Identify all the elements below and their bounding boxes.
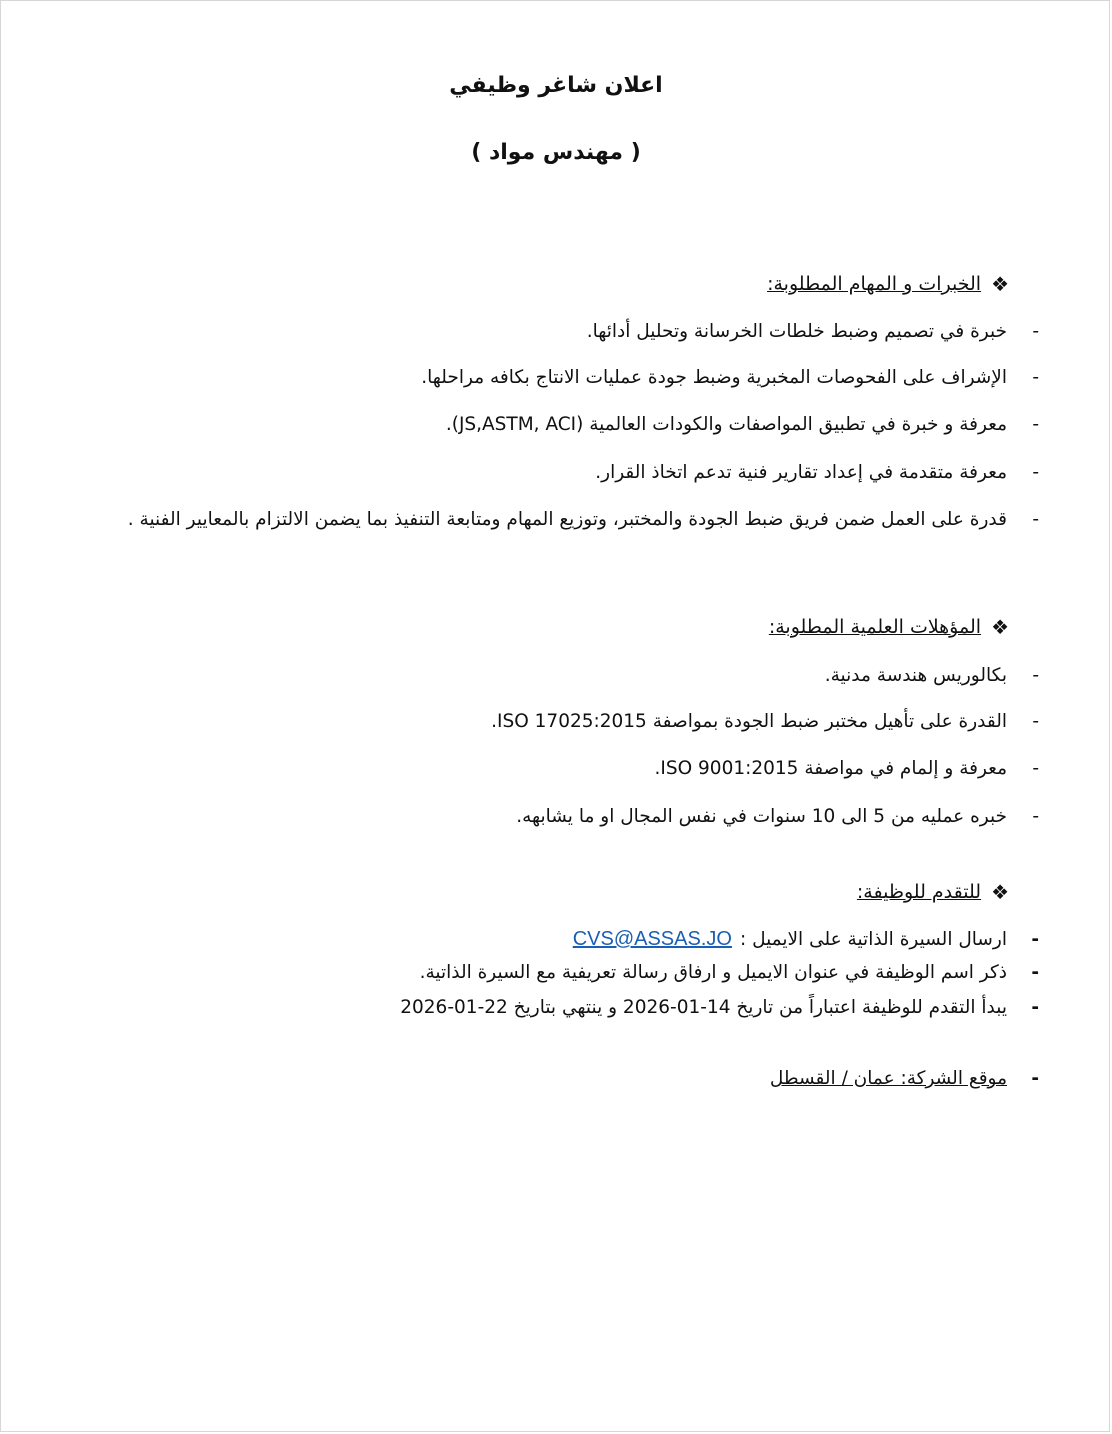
company-location xyxy=(770,1068,1039,1089)
dash-bullet: - xyxy=(1031,929,1039,950)
dash-bullet: - xyxy=(1032,462,1039,483)
list-item xyxy=(825,665,1039,686)
dash-bullet: - xyxy=(1032,414,1039,435)
list-item xyxy=(446,414,1039,435)
qualification-item-4: خبره عمليه من 5 الى 10 سنوات في نفس المجال او ما يشابهه. xyxy=(516,806,1007,827)
diamond-bullet-icon: ❖ xyxy=(991,880,1009,904)
qualification-item-2: القدرة على تأهيل مختبر ضبط الجودة بمواصفة ISO 17025:2015. xyxy=(491,711,1007,732)
list-item xyxy=(421,367,1039,388)
list-item xyxy=(595,462,1039,483)
apply-heading-text: للتقدم للوظيفة: xyxy=(856,881,982,903)
diamond-bullet-icon: ❖ xyxy=(991,615,1009,639)
list-item xyxy=(516,806,1039,827)
diamond-bullet-icon: ❖ xyxy=(991,272,1009,296)
experience-heading-text: الخبرات و المهام المطلوبة: xyxy=(767,273,982,295)
experience-item-5: قدرة على العمل ضمن فريق ضبط الجودة والمختبر، وتوزيع المهام ومتابعة التنفيذ بما يضمن الالتزام بالمعايير الفنية . xyxy=(127,509,1007,530)
email-link[interactable]: CVS@ASSAS.JO xyxy=(572,928,732,950)
dash-bullet: - xyxy=(1032,665,1039,686)
dash-bullet: - xyxy=(1032,367,1039,388)
list-item xyxy=(400,997,1039,1018)
list-item xyxy=(128,509,1039,530)
list-item xyxy=(491,711,1039,732)
company-location-text: موقع الشركة: عمان / القسطل xyxy=(769,1068,1007,1089)
apply-email-label: ارسال السيرة الذاتية على الايميل : xyxy=(739,929,1007,950)
document-subtitle: ( مهندس مواد ) xyxy=(471,140,641,165)
qualification-item-1: بكالوريس هندسة مدنية. xyxy=(824,665,1007,686)
apply-heading xyxy=(857,881,1009,903)
experience-item-4: معرفة متقدمة في إعداد تقارير فنية تدعم اتخاذ القرار. xyxy=(595,462,1007,483)
dash-bullet: - xyxy=(1031,997,1039,1018)
document-title: اعلان شاغر وظيفي xyxy=(449,73,663,98)
dash-bullet: - xyxy=(1032,806,1039,827)
dash-bullet: - xyxy=(1031,962,1039,983)
list-item xyxy=(573,928,1039,951)
qualification-item-3: معرفة و إلمام في مواصفة ISO 9001:2015. xyxy=(654,758,1007,779)
qualifications-heading xyxy=(769,616,1009,638)
experience-heading xyxy=(767,273,1009,295)
apply-item-3: يبدأ التقدم للوظيفة اعتباراً من تاريخ 14-01-2026 و ينتهي بتاريخ 22-01-2026 xyxy=(400,997,1007,1018)
apply-item-2: ذكر اسم الوظيفة في عنوان الايميل و ارفاق رسالة تعريفية مع السيرة الذاتية. xyxy=(419,962,1007,983)
experience-item-3: معرفة و خبرة في تطبيق المواصفات والكودات العالمية (JS,ASTM, ACI). xyxy=(445,414,1007,435)
qualifications-heading-text: المؤهلات العلمية المطلوبة: xyxy=(768,616,982,638)
experience-item-1: خبرة في تصميم وضبط خلطات الخرسانة وتحليل أدائها. xyxy=(586,321,1007,342)
experience-item-2: الإشراف على الفحوصات المخبرية وضبط جودة عمليات الانتاج بكافه مراحلها. xyxy=(421,367,1007,388)
dash-bullet: - xyxy=(1031,1068,1039,1089)
list-item xyxy=(655,758,1040,779)
dash-bullet: - xyxy=(1032,711,1039,732)
dash-bullet: - xyxy=(1032,758,1039,779)
list-item xyxy=(420,962,1039,983)
dash-bullet: - xyxy=(1032,509,1039,530)
dash-bullet: - xyxy=(1032,321,1039,342)
list-item xyxy=(587,321,1039,342)
